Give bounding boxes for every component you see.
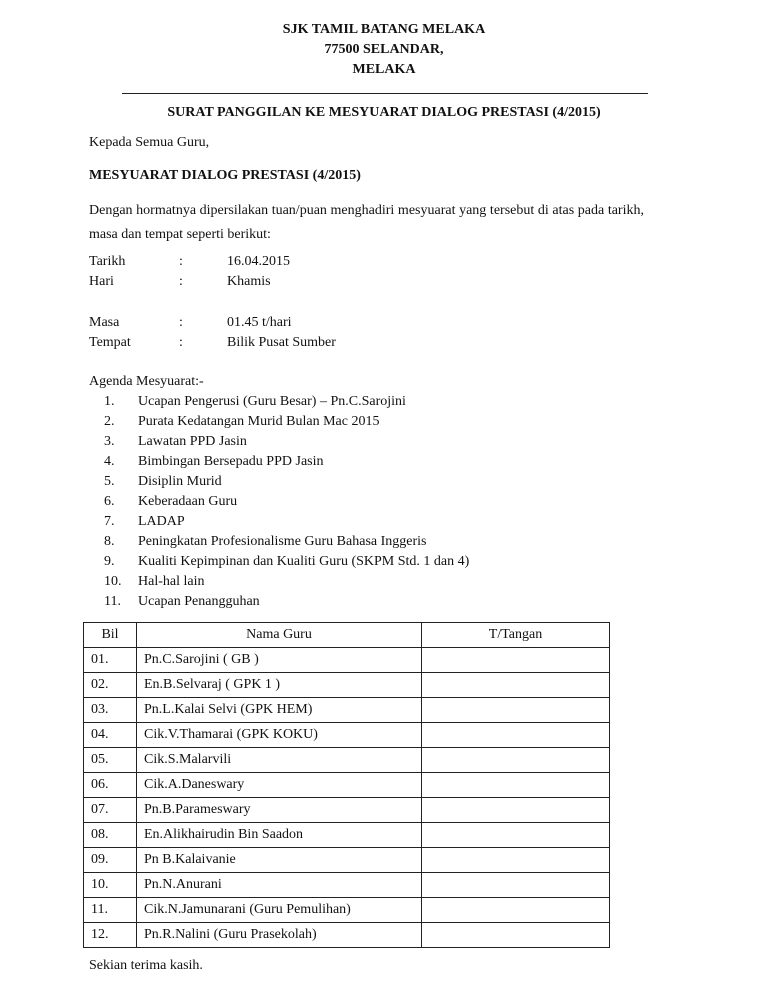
agenda-text: Hal-hal lain [138, 574, 205, 589]
agenda-title: Agenda Mesyuarat:- [89, 374, 204, 389]
colon: : [179, 335, 183, 350]
agenda-number: 5. [104, 474, 115, 489]
table-row [84, 798, 610, 823]
table-row [84, 723, 610, 748]
agenda-text: Ucapan Pengerusi (Guru Besar) – Pn.C.Sarojini [138, 394, 406, 409]
cell-name: Cik.V.Thamarai (GPK KOKU) [137, 723, 422, 748]
cell-name: En.B.Selvaraj ( GPK 1 ) [137, 673, 422, 698]
place-value: Bilik Pusat Sumber [227, 335, 336, 350]
colon: : [179, 274, 183, 289]
cell-signature[interactable] [422, 873, 610, 898]
time-label: Masa [89, 315, 120, 330]
cell-bil: 08. [84, 823, 137, 848]
cell-signature[interactable] [422, 648, 610, 673]
agenda-item [104, 592, 469, 612]
cell-name: Pn.R.Nalini (Guru Prasekolah) [137, 923, 422, 948]
col-header-bil: Bil [84, 623, 137, 648]
cell-bil: 11. [84, 898, 137, 923]
cell-signature[interactable] [422, 823, 610, 848]
colon: : [179, 315, 183, 330]
agenda-item [104, 472, 469, 492]
school-postcode: 77500 SELANDAR, [324, 42, 444, 57]
agenda-item [104, 452, 469, 472]
table-row [84, 873, 610, 898]
cell-signature[interactable] [422, 673, 610, 698]
agenda-number: 4. [104, 454, 115, 469]
cell-signature[interactable] [422, 848, 610, 873]
closing-remark: Sekian terima kasih. [89, 958, 203, 973]
col-header-signature: T/Tangan [422, 623, 610, 648]
cell-bil: 01. [84, 648, 137, 673]
place-label: Tempat [89, 335, 131, 350]
agenda-item [104, 392, 469, 412]
header-divider [122, 93, 648, 94]
agenda-number: 7. [104, 514, 115, 529]
table-row [84, 923, 610, 948]
cell-bil: 06. [84, 773, 137, 798]
letter-title: SURAT PANGGILAN KE MESYUARAT DIALOG PRESTASI (4/2015) [167, 105, 601, 120]
table-row [84, 748, 610, 773]
agenda-number: 8. [104, 534, 115, 549]
attendance-table [83, 622, 610, 948]
agenda-item [104, 532, 469, 552]
cell-signature[interactable] [422, 748, 610, 773]
date-label: Tarikh [89, 254, 126, 269]
agenda-item [104, 512, 469, 532]
agenda-item [104, 412, 469, 432]
table-row [84, 648, 610, 673]
school-name: SJK TAMIL BATANG MELAKA [282, 22, 486, 37]
meeting-heading: MESYUARAT DIALOG PRESTASI (4/2015) [89, 168, 361, 183]
agenda-text: LADAP [138, 514, 185, 529]
agenda-item [104, 552, 469, 572]
cell-name: Cik.N.Jamunarani (Guru Pemulihan) [137, 898, 422, 923]
agenda-text: Lawatan PPD Jasin [138, 434, 247, 449]
cell-bil: 02. [84, 673, 137, 698]
agenda-text: Purata Kedatangan Murid Bulan Mac 2015 [138, 414, 380, 429]
cell-bil: 09. [84, 848, 137, 873]
cell-signature[interactable] [422, 698, 610, 723]
cell-name: Pn B.Kalaivanie [137, 848, 422, 873]
agenda-text: Disiplin Murid [138, 474, 222, 489]
agenda-number: 6. [104, 494, 115, 509]
time-value: 01.45 t/hari [227, 315, 292, 330]
cell-name: Cik.S.Malarvili [137, 748, 422, 773]
cell-name: Pn.B.Parameswary [137, 798, 422, 823]
day-value: Khamis [227, 274, 271, 289]
table-row [84, 698, 610, 723]
agenda-number: 3. [104, 434, 115, 449]
table-row [84, 898, 610, 923]
agenda-number: 9. [104, 554, 115, 569]
cell-name: Pn.N.Anurani [137, 873, 422, 898]
school-state: MELAKA [352, 62, 416, 77]
agenda-number: 10. [104, 574, 122, 589]
table-row [84, 848, 610, 873]
colon: : [179, 254, 183, 269]
cell-signature[interactable] [422, 923, 610, 948]
cell-signature[interactable] [422, 798, 610, 823]
cell-name: En.Alikhairudin Bin Saadon [137, 823, 422, 848]
date-value: 16.04.2015 [227, 254, 290, 269]
salutation: Kepada Semua Guru, [89, 135, 210, 150]
cell-name: Cik.A.Daneswary [137, 773, 422, 798]
cell-bil: 10. [84, 873, 137, 898]
letterhead [0, 20, 768, 80]
agenda-number: 2. [104, 414, 115, 429]
table-row [84, 673, 610, 698]
cell-signature[interactable] [422, 723, 610, 748]
cell-bil: 03. [84, 698, 137, 723]
agenda-number: 11. [104, 594, 121, 609]
cell-name: Pn.L.Kalai Selvi (GPK HEM) [137, 698, 422, 723]
cell-bil: 04. [84, 723, 137, 748]
agenda-item [104, 492, 469, 512]
cell-name: Pn.C.Sarojini ( GB ) [137, 648, 422, 673]
agenda-item [104, 572, 469, 592]
cell-bil: 05. [84, 748, 137, 773]
day-label: Hari [89, 274, 114, 289]
cell-signature[interactable] [422, 773, 610, 798]
intro-paragraph: Dengan hormatnya dipersilakan tuan/puan menghadiri mesyuarat yang tersebut di atas pada tarikh, masa dan tempat seperti berikut: [89, 203, 644, 242]
agenda-text: Ucapan Penangguhan [138, 594, 260, 609]
agenda-text: Peningkatan Profesionalisme Guru Bahasa Inggeris [138, 534, 427, 549]
cell-signature[interactable] [422, 898, 610, 923]
agenda-item [104, 432, 469, 452]
cell-bil: 07. [84, 798, 137, 823]
table-header-row [84, 623, 610, 648]
agenda-text: Kualiti Kepimpinan dan Kualiti Guru (SKPM Std. 1 dan 4) [138, 554, 470, 569]
cell-bil: 12. [84, 923, 137, 948]
table-row [84, 773, 610, 798]
agenda-number: 1. [104, 394, 115, 409]
agenda-text: Bimbingan Bersepadu PPD Jasin [138, 454, 324, 469]
agenda-list [104, 392, 469, 612]
col-header-name: Nama Guru [137, 623, 422, 648]
agenda-text: Keberadaan Guru [138, 494, 238, 509]
table-row [84, 823, 610, 848]
